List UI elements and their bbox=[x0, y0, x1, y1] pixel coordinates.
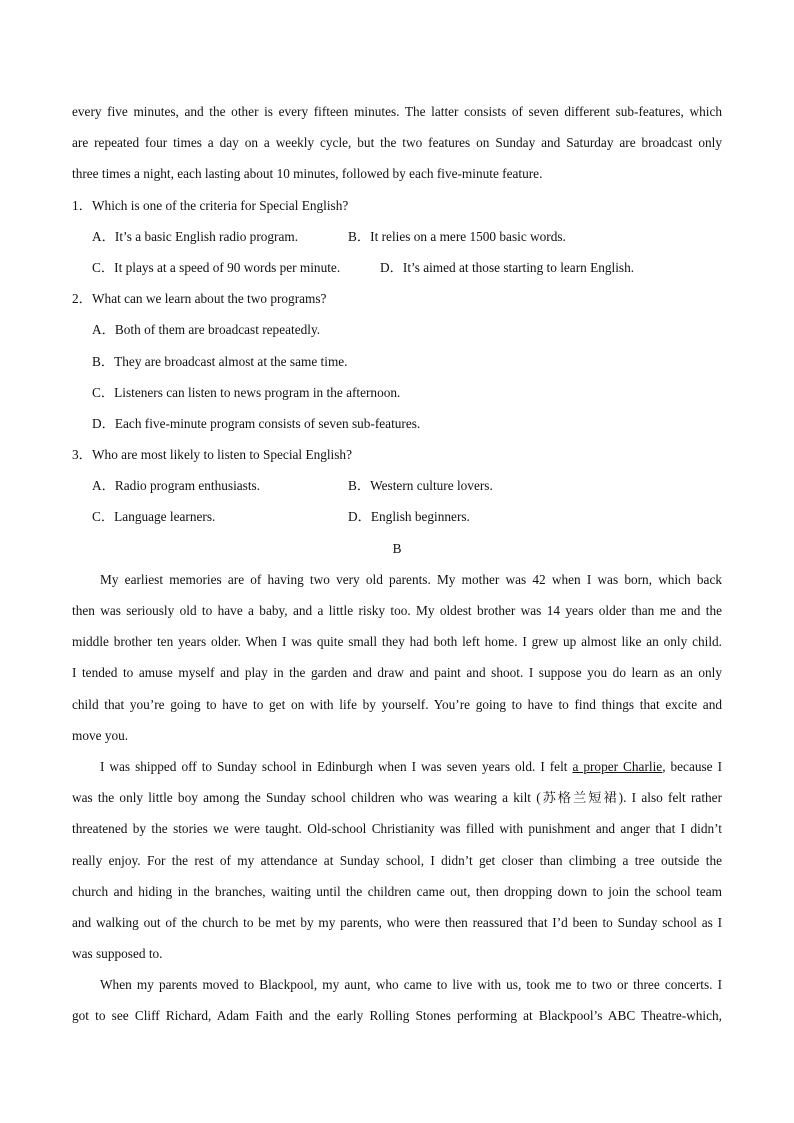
text-line: child that you’re going to have to get on with life by yourself. You’re going to have to find things that excite and bbox=[72, 696, 722, 712]
option-row bbox=[72, 501, 722, 532]
option-d: D．It’s aimed at those starting to learn English. bbox=[380, 259, 635, 275]
text-line: was the only little boy among the Sunday school children who was wearing a kilt (苏格兰短裙). I also felt rather bbox=[72, 790, 722, 806]
option-row bbox=[72, 377, 722, 408]
question-3 bbox=[72, 439, 722, 533]
text-line: church and hiding in the branches, waiting until the children came out, then dropping down to join the school team bbox=[72, 883, 722, 899]
option-b: B．Western culture lovers. bbox=[348, 478, 493, 494]
paragraph-1 bbox=[72, 564, 722, 751]
text-line: middle brother ten years older. When I was quite small they had both left home. I grew up almost like an only child. bbox=[72, 634, 722, 650]
option-row bbox=[72, 470, 722, 501]
option-row bbox=[72, 408, 722, 439]
text-line: My earliest memories are of having two very old parents. My mother was 42 when I was born, which back bbox=[100, 571, 722, 587]
underlined-phrase: a proper Charlie bbox=[572, 758, 663, 774]
passage-a-tail bbox=[72, 96, 722, 190]
question-1 bbox=[72, 190, 722, 284]
text-line: When my parents moved to Blackpool, my aunt, who came to live with us, took me to two or three concerts. I bbox=[100, 977, 722, 993]
section-heading: B bbox=[392, 540, 402, 556]
text-line: threatened by the stories we were taught. Old-school Christianity was filled with punishment and anger that I didn’t bbox=[72, 821, 722, 837]
question-2 bbox=[72, 283, 722, 439]
option-row bbox=[72, 346, 722, 377]
option-row bbox=[72, 314, 722, 345]
text-line: was supposed to. bbox=[72, 946, 163, 962]
option-a: A．Both of them are broadcast repeatedly. bbox=[92, 322, 321, 338]
paragraph-3 bbox=[72, 969, 722, 1031]
text-line: then was seriously old to have a baby, and a little risky too. My oldest brother was 14 years older than me and the bbox=[72, 603, 722, 618]
option-a: A．It’s a basic English radio program. bbox=[92, 228, 299, 244]
text-line: move you. bbox=[72, 727, 129, 743]
question-text: Which is one of the criteria for Special English? bbox=[92, 197, 349, 213]
text-line: three times a night, each lasting about 10 minutes, followed by each five-minute feature. bbox=[72, 166, 543, 182]
option-a: A．Radio program enthusiasts. bbox=[92, 478, 261, 494]
option-row bbox=[72, 252, 722, 283]
option-c: C．It plays at a speed of 90 words per minute. bbox=[92, 259, 341, 275]
text-line: every five minutes, and the other is every fifteen minutes. The latter consists of seven different sub-features, which bbox=[72, 104, 722, 119]
text-line bbox=[72, 751, 722, 782]
text-line: got to see Cliff Richard, Adam Faith and the early Rolling Stones performing at Blackpool’s ABC Theatre-which, bbox=[72, 1008, 722, 1024]
option-c: C．Language learners. bbox=[92, 509, 216, 525]
text-line: and walking out of the church to be met by my parents, who were then reassured that I’d been to Sunday school as I bbox=[72, 914, 722, 930]
text-span: I was shipped off to Sunday school in Edinburgh when I was seven years old. I felt bbox=[100, 758, 573, 774]
option-d: D．English beginners. bbox=[348, 509, 470, 525]
question-number: 1． bbox=[72, 197, 92, 213]
paragraph-2 bbox=[72, 751, 722, 969]
question-number: 2． bbox=[72, 291, 92, 307]
text-line: I tended to amuse myself and play in the garden and draw and paint and shoot. I suppose you do learn as an only bbox=[72, 665, 722, 681]
text-line: are repeated four times a day on a weekly cycle, but the two features on Sunday and Saturday are broadcast only bbox=[72, 135, 722, 151]
question-stem bbox=[72, 439, 722, 470]
text-line: really enjoy. For the rest of my attendance at Sunday school, I didn’t get closer than climbing a tree outside the bbox=[72, 852, 722, 868]
document-page bbox=[72, 96, 722, 1032]
question-stem bbox=[72, 283, 722, 314]
option-b: B．They are broadcast almost at the same time. bbox=[92, 353, 348, 369]
option-b: B．It relies on a mere 1500 basic words. bbox=[348, 228, 566, 244]
question-stem bbox=[72, 190, 722, 221]
option-d: D．Each five-minute program consists of seven sub-features. bbox=[92, 415, 421, 431]
question-text: What can we learn about the two programs? bbox=[92, 291, 327, 307]
question-number: 3． bbox=[72, 447, 92, 463]
option-c: C．Listeners can listen to news program in the afternoon. bbox=[92, 384, 401, 400]
text-span: , because I bbox=[662, 758, 722, 774]
option-row bbox=[72, 221, 722, 252]
question-text: Who are most likely to listen to Special English? bbox=[92, 447, 352, 463]
